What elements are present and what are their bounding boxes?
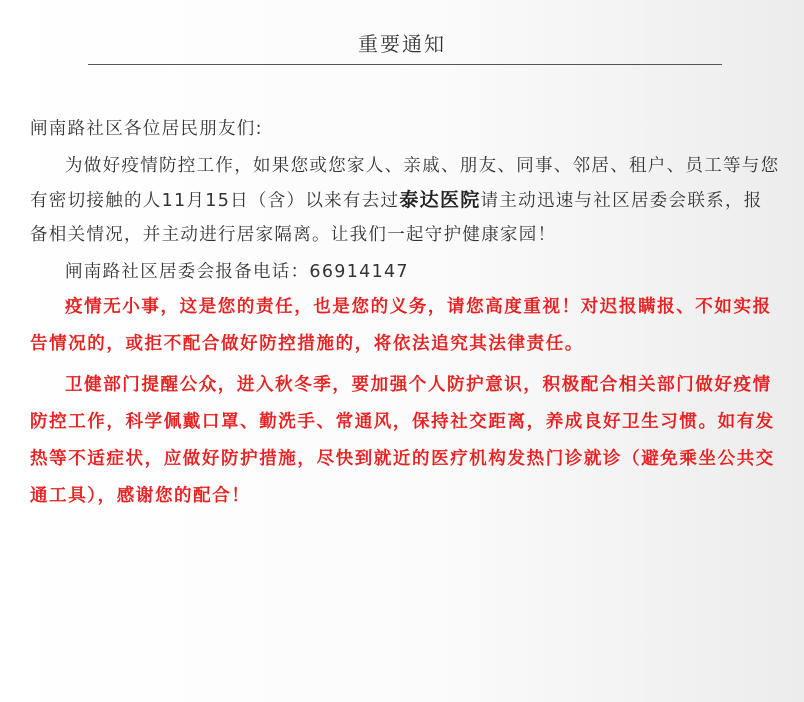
warning-paragraph-2: 卫健部门提醒公众，进入秋冬季，要加强个人防护意识，积极配合相关部门做好疫情防控工作，科学佩戴口罩、勤洗手、常通风，保持社交距离，养成良好卫生习惯。如有发热等不适症状，应做好防护措施，尽快到就近的医疗机构发热门诊就诊（避免乘坐公共交通工具），感谢您的配合！	[30, 375, 775, 506]
hospital-name: 泰达医院	[399, 189, 481, 211]
paragraph-main-text-before: 为做好疫情防控工作，如果您或您家人、亲戚、朋友、同事、邻居、租户、员工等与您有密切接触的人11月15日（含）以来有去过	[30, 156, 780, 211]
notice-body	[30, 112, 780, 515]
phone-line: 闸南路社区居委会报备电话：66914147	[65, 262, 409, 282]
paragraph-main-text-after: 请主动迅速与社区居委会联系，报备相关情况，并主动进行居家隔离。让我们一起守护健康家园！	[30, 191, 763, 245]
warning-paragraph-1: 疫情无小事，这是您的责任，也是您的义务，请您高度重视！对迟报瞒报、不如实报告情况的，或拒不配合做好防控措施的，将依法追究其法律责任。	[30, 297, 772, 354]
warning-block	[30, 289, 780, 515]
greeting: 闸南路社区各位居民朋友们:	[30, 119, 263, 139]
notice-title: 重要通知	[358, 32, 446, 56]
paragraph-main	[30, 149, 780, 252]
title-divider	[88, 64, 722, 65]
